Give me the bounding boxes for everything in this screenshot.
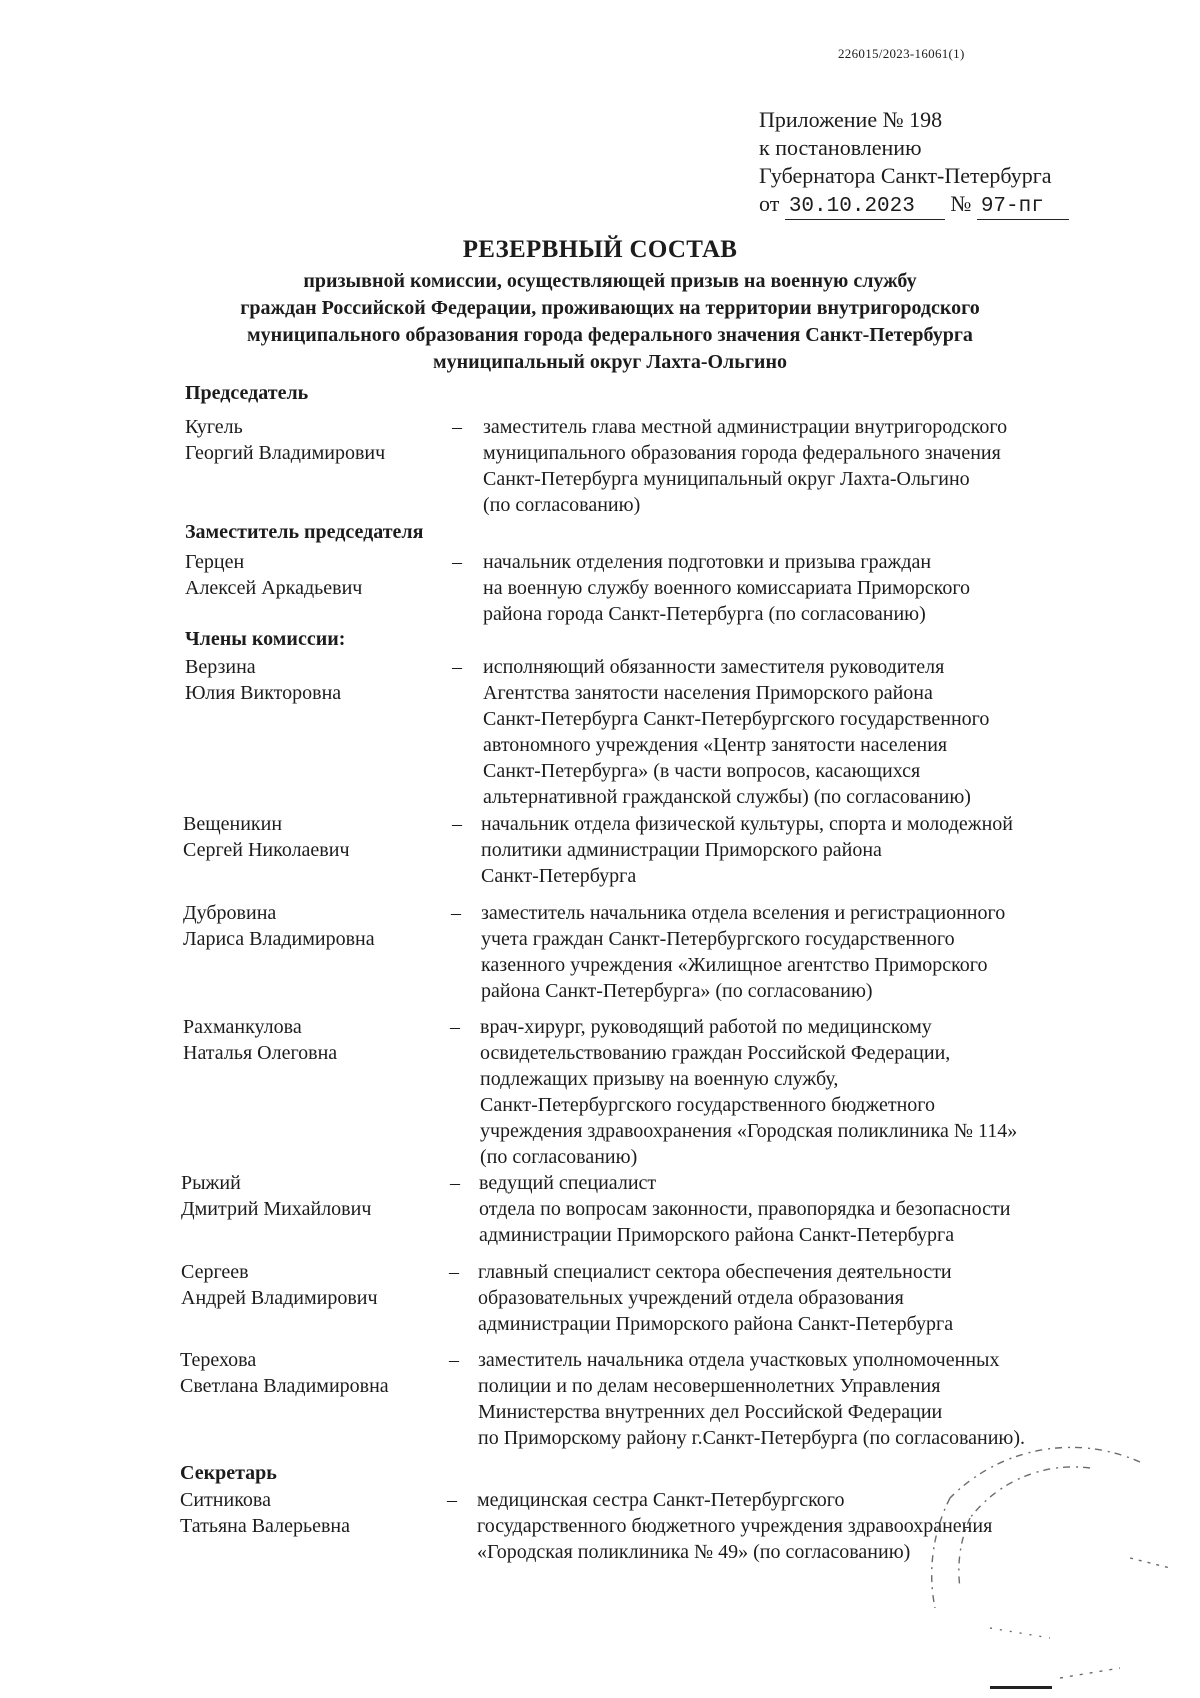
member-position bbox=[483, 654, 989, 810]
member-position bbox=[480, 1014, 1017, 1170]
position-line: образовательных учреждений отдела образования bbox=[478, 1287, 904, 1309]
appendix-block bbox=[759, 106, 1069, 220]
member-given-names: Юлия Викторовна bbox=[185, 682, 342, 704]
position-line: начальник отдела физической культуры, спорта и молодежной bbox=[481, 813, 1013, 835]
position-line: муниципального образования города федерального значения bbox=[483, 442, 1001, 464]
subtitle-line: граждан Российской Федерации, проживающих на территории внутригородского bbox=[240, 297, 980, 319]
position-line: учреждения здравоохранения «Городская поликлиника № 114» bbox=[480, 1120, 1018, 1142]
member-given-names: Светлана Владимировна bbox=[180, 1375, 389, 1397]
position-line: «Городская поликлиника № 49» (по согласованию) bbox=[477, 1541, 911, 1563]
number-prefix: № bbox=[950, 191, 972, 216]
appendix-number: Приложение № 198 bbox=[759, 107, 943, 132]
position-line: заместитель начальника отдела вселения и регистрационного bbox=[481, 902, 1006, 924]
separator-dash: – bbox=[450, 1172, 460, 1194]
subtitle-line: муниципальный округ Лахта-Ольгино bbox=[433, 351, 787, 373]
appendix-date-line bbox=[759, 190, 1069, 220]
member-position bbox=[483, 549, 970, 627]
section-heading-members: Члены комиссии: bbox=[185, 628, 346, 650]
subtitle-line: муниципального образования города федерального значения Санкт-Петербурга bbox=[247, 324, 973, 346]
member-given-names: Андрей Владимирович bbox=[181, 1287, 378, 1309]
position-line: полиции и по делам несовершеннолетних Управления bbox=[478, 1375, 941, 1397]
member-given-names: Сергей Николаевич bbox=[183, 839, 350, 861]
appendix-issuer: Губернатора Санкт-Петербурга bbox=[759, 163, 1052, 188]
position-line: района Санкт-Петербурга» (по согласованию) bbox=[481, 980, 873, 1002]
member-surname: Верзина bbox=[185, 656, 256, 678]
position-line: подлежащих призыву на военную службу, bbox=[480, 1068, 839, 1090]
position-line: государственного бюджетного учреждения здравоохранения bbox=[477, 1515, 993, 1537]
position-line: Санкт-Петербурга Санкт-Петербургского государственного bbox=[483, 708, 990, 730]
separator-dash: – bbox=[447, 1489, 457, 1511]
position-line: заместитель глава местной администрации внутригородского bbox=[483, 416, 1008, 438]
position-line: автономного учреждения «Центр занятости населения bbox=[483, 734, 948, 756]
member-name bbox=[185, 414, 385, 466]
member-position bbox=[483, 414, 1007, 518]
member-name bbox=[181, 1259, 378, 1311]
position-line: главный специалист сектора обеспечения деятельности bbox=[478, 1261, 952, 1283]
member-name bbox=[183, 811, 350, 863]
member-name bbox=[185, 654, 341, 706]
document-registration-number: 226015/2023-16061(1) bbox=[838, 46, 965, 61]
position-line: отдела по вопросам законности, правопорядка и безопасности bbox=[479, 1198, 1011, 1220]
position-line: начальник отделения подготовки и призыва граждан bbox=[483, 551, 932, 573]
appendix-reference: к постановлению bbox=[759, 135, 922, 160]
position-line: Санкт-Петербурга bbox=[481, 865, 637, 887]
member-name bbox=[183, 900, 375, 952]
member-surname: Ситникова bbox=[180, 1489, 271, 1511]
position-line: освидетельствованию граждан Российской Федерации, bbox=[480, 1042, 951, 1064]
position-line: (по согласованию) bbox=[480, 1146, 638, 1168]
section-heading-chair: Председатель bbox=[185, 382, 309, 404]
document-title: РЕЗЕРВНЫЙ СОСТАВ bbox=[462, 236, 738, 263]
separator-dash: – bbox=[450, 1016, 460, 1038]
position-line: альтернативной гражданской службы) (по согласованию) bbox=[483, 786, 971, 808]
member-name bbox=[181, 1170, 371, 1222]
member-surname: Герцен bbox=[185, 551, 245, 573]
member-given-names: Алексей Аркадьевич bbox=[185, 577, 363, 599]
decree-number: 97-пг bbox=[977, 195, 1069, 220]
position-line: политики администрации Приморского района bbox=[481, 839, 882, 861]
position-line: на военную службу военного комиссариата Приморского bbox=[483, 577, 971, 599]
bottom-margin-mark bbox=[990, 1686, 1052, 1689]
member-position bbox=[481, 900, 1005, 1004]
member-position bbox=[478, 1259, 953, 1337]
member-position bbox=[477, 1487, 992, 1565]
member-name bbox=[180, 1347, 389, 1399]
separator-dash: – bbox=[452, 656, 462, 678]
position-line: заместитель начальника отдела участковых уполномоченных bbox=[478, 1349, 1000, 1371]
position-line: исполняющий обязанности заместителя руководителя bbox=[483, 656, 945, 678]
position-line: учета граждан Санкт-Петербургского государственного bbox=[481, 928, 955, 950]
document-subtitle bbox=[0, 268, 1200, 376]
member-given-names: Георгий Владимирович bbox=[185, 442, 386, 464]
member-given-names: Наталья Олеговна bbox=[183, 1042, 338, 1064]
separator-dash: – bbox=[452, 813, 462, 835]
member-surname: Рахманкулова bbox=[183, 1016, 302, 1038]
decree-date: 30.10.2023 bbox=[785, 195, 945, 220]
position-line: администрации Приморского района Санкт-Петербурга bbox=[479, 1224, 955, 1246]
position-line: Министерства внутренних дел Российской Федерации bbox=[478, 1401, 943, 1423]
position-line: казенного учреждения «Жилищное агентство Приморского bbox=[481, 954, 988, 976]
separator-dash: – bbox=[451, 902, 461, 924]
separator-dash: – bbox=[452, 551, 462, 573]
subtitle-line: призывной комиссии, осуществляющей призыв на военную службу bbox=[303, 270, 917, 292]
member-position bbox=[481, 811, 1013, 889]
member-surname: Кугель bbox=[185, 416, 243, 438]
official-seal-stamp bbox=[930, 1438, 1180, 1698]
section-heading-deputy: Заместитель председателя bbox=[185, 521, 424, 543]
position-line: Санкт-Петербурга муниципальный округ Лахта-Ольгино bbox=[483, 468, 970, 490]
member-surname: Терехова bbox=[180, 1349, 257, 1371]
member-surname: Сергеев bbox=[181, 1261, 249, 1283]
position-line: врач-хирург, руководящий работой по медицинскому bbox=[480, 1016, 932, 1038]
member-name bbox=[183, 1014, 337, 1066]
position-line: медицинская сестра Санкт-Петербургского bbox=[477, 1489, 845, 1511]
position-line: Санкт-Петербурга» (в части вопросов, касающихся bbox=[483, 760, 921, 782]
position-line: администрации Приморского района Санкт-Петербурга bbox=[478, 1313, 954, 1335]
member-surname: Дубровина bbox=[183, 902, 277, 924]
member-name bbox=[180, 1487, 350, 1539]
position-line: по Приморскому району г.Санкт-Петербурга (по согласованию). bbox=[478, 1427, 1026, 1449]
separator-dash: – bbox=[449, 1261, 459, 1283]
member-surname: Вещеникин bbox=[183, 813, 283, 835]
position-line: Санкт-Петербургского государственного бюджетного bbox=[480, 1094, 936, 1116]
position-line: ведущий специалист bbox=[479, 1172, 657, 1194]
position-line: (по согласованию) bbox=[483, 494, 641, 516]
member-name bbox=[185, 549, 362, 601]
member-position bbox=[479, 1170, 1010, 1248]
section-heading-secretary: Секретарь bbox=[180, 1462, 277, 1484]
position-line: района города Санкт-Петербурга (по согласованию) bbox=[483, 603, 926, 625]
separator-dash: – bbox=[452, 416, 462, 438]
member-given-names: Татьяна Валерьевна bbox=[180, 1515, 350, 1537]
member-surname: Рыжий bbox=[181, 1172, 241, 1194]
date-prefix: от bbox=[759, 191, 780, 216]
position-line: Агентства занятости населения Приморского района bbox=[483, 682, 933, 704]
member-given-names: Дмитрий Михайлович bbox=[181, 1198, 372, 1220]
separator-dash: – bbox=[449, 1349, 459, 1371]
member-position bbox=[478, 1347, 1025, 1451]
member-given-names: Лариса Владимировна bbox=[183, 928, 375, 950]
